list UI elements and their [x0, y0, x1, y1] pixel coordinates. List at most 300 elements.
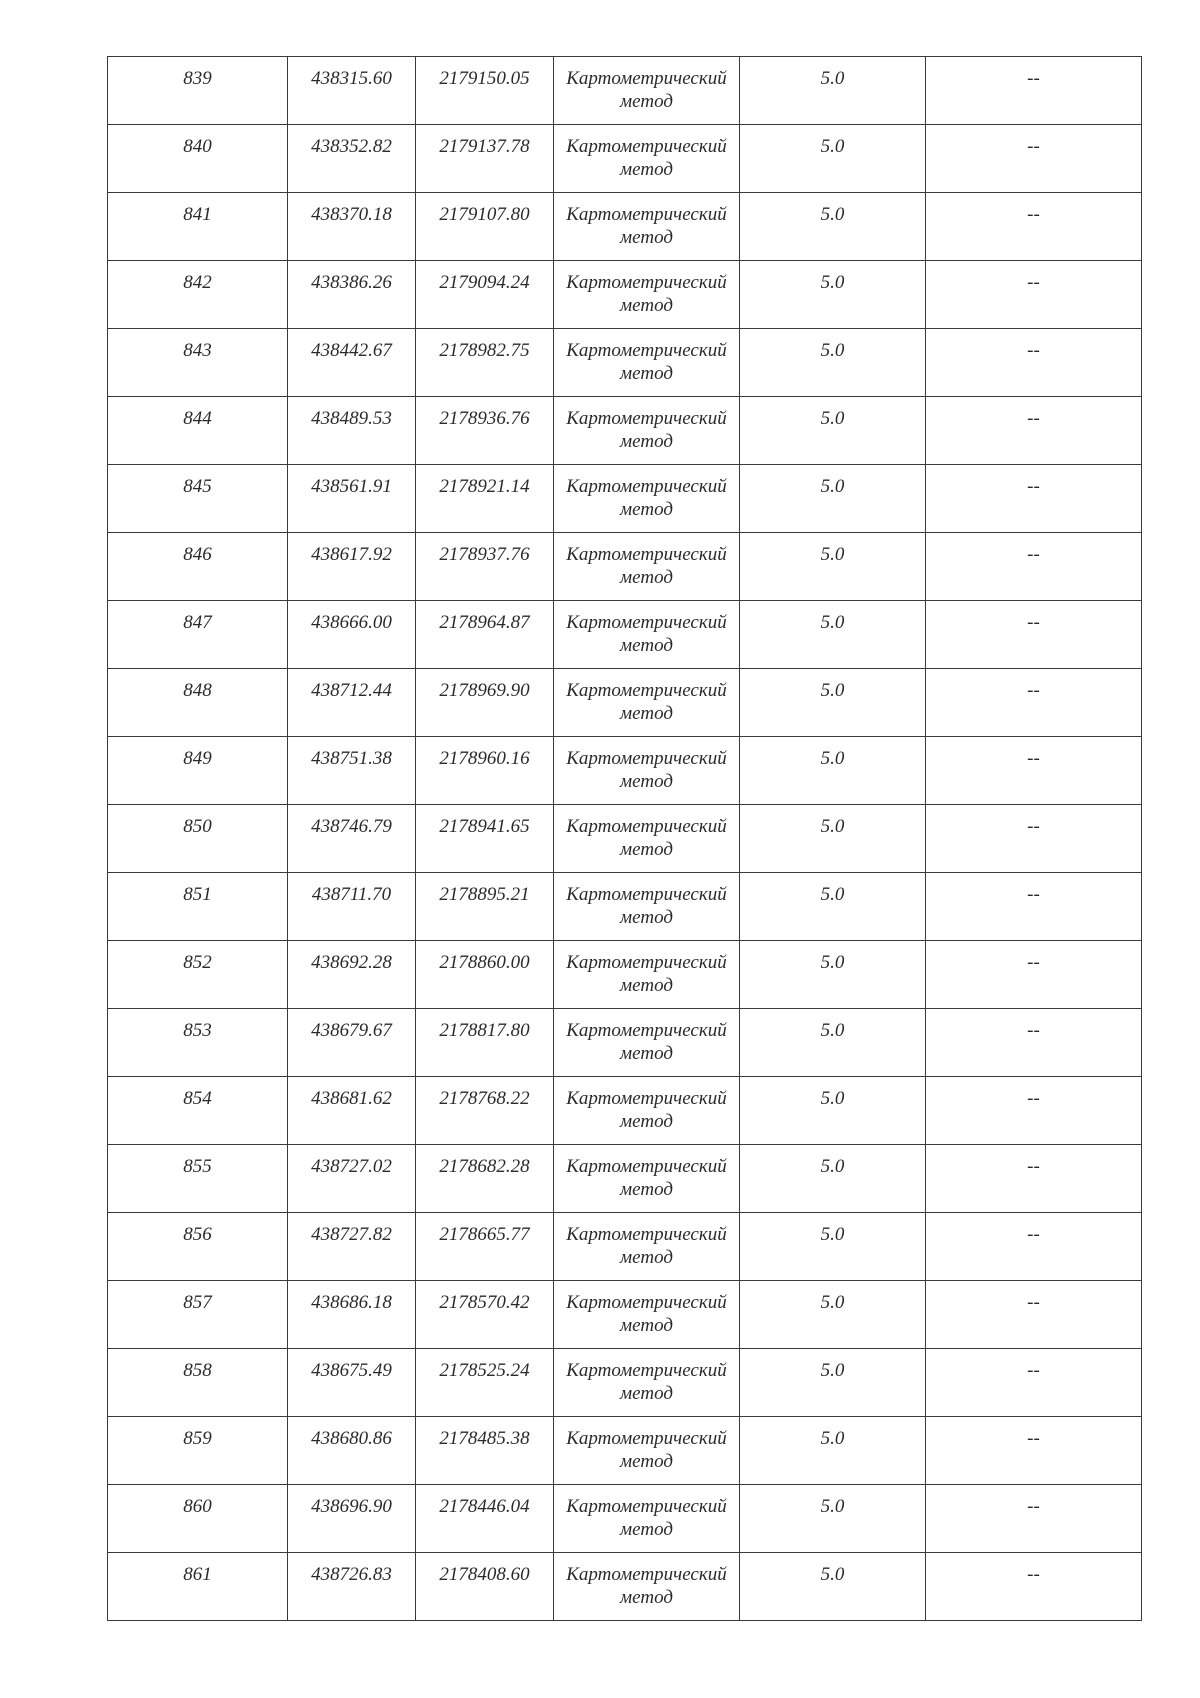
description-cell — [926, 1553, 1142, 1621]
accuracy-cell — [740, 1417, 926, 1485]
x-coordinate-cell-text: 438727.02 — [311, 1156, 392, 1177]
method-line-1: Картометрический — [566, 748, 727, 769]
x-coordinate-cell-text: 438442.67 — [311, 340, 392, 361]
x-coordinate-cell-text: 438686.18 — [311, 1292, 392, 1313]
y-coordinate-cell — [416, 1349, 554, 1417]
method-cell — [554, 1417, 740, 1485]
x-coordinate-cell-text: 438681.62 — [311, 1088, 392, 1109]
accuracy-cell — [740, 1485, 926, 1553]
description-cell — [926, 465, 1142, 533]
y-coordinate-cell — [416, 329, 554, 397]
point-number-cell — [108, 125, 288, 193]
method-cell — [554, 533, 740, 601]
point-number-cell — [108, 805, 288, 873]
method-cell — [554, 397, 740, 465]
description-cell-text: -- — [1027, 68, 1040, 89]
point-number-cell-text: 842 — [183, 272, 212, 293]
accuracy-cell — [740, 737, 926, 805]
y-coordinate-cell — [416, 261, 554, 329]
point-number-cell — [108, 1009, 288, 1077]
description-cell-text: -- — [1027, 952, 1040, 973]
y-coordinate-cell — [416, 601, 554, 669]
method-line-1: Картометрический — [566, 1020, 727, 1041]
method-line-2: метод — [620, 567, 673, 588]
y-coordinate-cell-text: 2178682.28 — [439, 1156, 530, 1177]
description-cell-text: -- — [1027, 476, 1040, 497]
y-coordinate-cell — [416, 193, 554, 261]
accuracy-cell — [740, 193, 926, 261]
method-line-1: Картометрический — [566, 476, 727, 497]
point-number-cell — [108, 193, 288, 261]
method-line-2: метод — [620, 1179, 673, 1200]
description-cell — [926, 533, 1142, 601]
description-cell — [926, 193, 1142, 261]
description-cell-text: -- — [1027, 1292, 1040, 1313]
method-line-2: метод — [620, 1587, 673, 1608]
accuracy-cell — [740, 397, 926, 465]
y-coordinate-cell — [416, 1553, 554, 1621]
y-coordinate-cell — [416, 941, 554, 1009]
description-cell — [926, 737, 1142, 805]
description-cell-text: -- — [1027, 884, 1040, 905]
method-line-2: метод — [620, 295, 673, 316]
point-number-cell — [108, 1417, 288, 1485]
accuracy-cell-text: 5.0 — [820, 612, 845, 633]
method-line-2: метод — [620, 1451, 673, 1472]
x-coordinate-cell-text: 438711.70 — [311, 884, 392, 905]
point-number-cell — [108, 57, 288, 125]
method-line-2: метод — [620, 1315, 673, 1336]
method-line-1: Картометрический — [566, 952, 727, 973]
description-cell — [926, 57, 1142, 125]
x-coordinate-cell — [288, 465, 416, 533]
method-cell — [554, 1009, 740, 1077]
accuracy-cell-text: 5.0 — [820, 476, 845, 497]
x-coordinate-cell — [288, 737, 416, 805]
y-coordinate-cell-text: 2178895.21 — [439, 884, 530, 905]
accuracy-cell — [740, 125, 926, 193]
method-line-2: метод — [620, 703, 673, 724]
table-row — [108, 1553, 1142, 1621]
accuracy-cell-text: 5.0 — [820, 408, 845, 429]
accuracy-cell — [740, 1281, 926, 1349]
method-line-2: метод — [620, 363, 673, 384]
table-row — [108, 125, 1142, 193]
x-coordinate-cell-text: 438489.53 — [311, 408, 392, 429]
accuracy-cell — [740, 941, 926, 1009]
y-coordinate-cell-text: 2178941.65 — [439, 816, 530, 837]
description-cell-text: -- — [1027, 816, 1040, 837]
method-line-1: Картометрический — [566, 1088, 727, 1109]
accuracy-cell-text: 5.0 — [820, 544, 845, 565]
method-line-2: метод — [620, 499, 673, 520]
accuracy-cell-text: 5.0 — [820, 884, 845, 905]
description-cell-text: -- — [1027, 748, 1040, 769]
accuracy-cell-text: 5.0 — [820, 1020, 845, 1041]
point-number-cell — [108, 1281, 288, 1349]
description-cell — [926, 397, 1142, 465]
coordinates-table — [107, 56, 1142, 1621]
x-coordinate-cell-text: 438727.82 — [311, 1224, 392, 1245]
description-cell-text: -- — [1027, 1564, 1040, 1585]
accuracy-cell-text: 5.0 — [820, 204, 845, 225]
y-coordinate-cell-text: 2178665.77 — [439, 1224, 530, 1245]
point-number-cell — [108, 1485, 288, 1553]
method-line-2: метод — [620, 431, 673, 452]
accuracy-cell — [740, 1077, 926, 1145]
x-coordinate-cell — [288, 193, 416, 261]
accuracy-cell — [740, 601, 926, 669]
point-number-cell-text: 852 — [183, 952, 212, 973]
point-number-cell-text: 848 — [183, 680, 212, 701]
point-number-cell — [108, 533, 288, 601]
y-coordinate-cell-text: 2178860.00 — [439, 952, 530, 973]
y-coordinate-cell-text: 2179137.78 — [439, 136, 530, 157]
y-coordinate-cell-text: 2178982.75 — [439, 340, 530, 361]
point-number-cell — [108, 941, 288, 1009]
y-coordinate-cell-text: 2178936.76 — [439, 408, 530, 429]
y-coordinate-cell-text: 2178964.87 — [439, 612, 530, 633]
x-coordinate-cell-text: 438617.92 — [311, 544, 392, 565]
y-coordinate-cell — [416, 57, 554, 125]
x-coordinate-cell — [288, 1213, 416, 1281]
method-cell — [554, 873, 740, 941]
point-number-cell-text: 860 — [183, 1496, 212, 1517]
y-coordinate-cell — [416, 533, 554, 601]
y-coordinate-cell — [416, 1281, 554, 1349]
point-number-cell-text: 844 — [183, 408, 212, 429]
accuracy-cell — [740, 1145, 926, 1213]
x-coordinate-cell-text: 438751.38 — [311, 748, 392, 769]
description-cell — [926, 261, 1142, 329]
description-cell-text: -- — [1027, 1224, 1040, 1245]
table-row — [108, 1349, 1142, 1417]
point-number-cell — [108, 261, 288, 329]
point-number-cell — [108, 873, 288, 941]
x-coordinate-cell-text: 438726.83 — [311, 1564, 392, 1585]
accuracy-cell-text: 5.0 — [820, 748, 845, 769]
x-coordinate-cell — [288, 941, 416, 1009]
point-number-cell — [108, 329, 288, 397]
description-cell — [926, 873, 1142, 941]
table-row — [108, 1145, 1142, 1213]
method-line-1: Картометрический — [566, 1156, 727, 1177]
method-cell — [554, 1077, 740, 1145]
accuracy-cell — [740, 329, 926, 397]
table-row — [108, 329, 1142, 397]
accuracy-cell-text: 5.0 — [820, 340, 845, 361]
point-number-cell — [108, 669, 288, 737]
y-coordinate-cell-text: 2179094.24 — [439, 272, 530, 293]
x-coordinate-cell-text: 438666.00 — [311, 612, 392, 633]
table-row — [108, 1281, 1142, 1349]
description-cell — [926, 1281, 1142, 1349]
accuracy-cell — [740, 873, 926, 941]
table-row — [108, 941, 1142, 1009]
y-coordinate-cell-text: 2178817.80 — [439, 1020, 530, 1041]
method-line-1: Картометрический — [566, 816, 727, 837]
y-coordinate-cell — [416, 1077, 554, 1145]
x-coordinate-cell-text: 438692.28 — [311, 952, 392, 973]
x-coordinate-cell — [288, 125, 416, 193]
method-line-1: Картометрический — [566, 408, 727, 429]
x-coordinate-cell — [288, 1077, 416, 1145]
table-row — [108, 805, 1142, 873]
x-coordinate-cell-text: 438386.26 — [311, 272, 392, 293]
coordinates-table-body — [108, 57, 1142, 1621]
table-row — [108, 397, 1142, 465]
y-coordinate-cell — [416, 1485, 554, 1553]
method-line-2: метод — [620, 1383, 673, 1404]
method-line-1: Картометрический — [566, 1496, 727, 1517]
method-line-2: метод — [620, 975, 673, 996]
description-cell — [926, 1417, 1142, 1485]
accuracy-cell — [740, 1349, 926, 1417]
point-number-cell-text: 851 — [183, 884, 212, 905]
method-line-2: метод — [620, 1247, 673, 1268]
point-number-cell-text: 845 — [183, 476, 212, 497]
method-line-2: метод — [620, 839, 673, 860]
point-number-cell-text: 854 — [183, 1088, 212, 1109]
accuracy-cell-text: 5.0 — [820, 1564, 845, 1585]
accuracy-cell — [740, 261, 926, 329]
table-row — [108, 193, 1142, 261]
x-coordinate-cell — [288, 805, 416, 873]
description-cell-text: -- — [1027, 136, 1040, 157]
method-cell — [554, 57, 740, 125]
y-coordinate-cell — [416, 397, 554, 465]
accuracy-cell — [740, 1009, 926, 1077]
point-number-cell — [108, 1349, 288, 1417]
point-number-cell-text: 861 — [183, 1564, 212, 1585]
x-coordinate-cell — [288, 1009, 416, 1077]
y-coordinate-cell — [416, 1213, 554, 1281]
y-coordinate-cell-text: 2178960.16 — [439, 748, 530, 769]
description-cell — [926, 1009, 1142, 1077]
y-coordinate-cell — [416, 125, 554, 193]
x-coordinate-cell — [288, 873, 416, 941]
method-cell — [554, 1485, 740, 1553]
x-coordinate-cell — [288, 1281, 416, 1349]
y-coordinate-cell-text: 2178969.90 — [439, 680, 530, 701]
method-line-1: Картометрический — [566, 680, 727, 701]
point-number-cell — [108, 465, 288, 533]
y-coordinate-cell — [416, 1009, 554, 1077]
method-cell — [554, 737, 740, 805]
description-cell-text: -- — [1027, 544, 1040, 565]
table-row — [108, 1417, 1142, 1485]
point-number-cell-text: 843 — [183, 340, 212, 361]
x-coordinate-cell — [288, 1553, 416, 1621]
point-number-cell-text: 840 — [183, 136, 212, 157]
accuracy-cell-text: 5.0 — [820, 1292, 845, 1313]
description-cell-text: -- — [1027, 680, 1040, 701]
description-cell-text: -- — [1027, 408, 1040, 429]
accuracy-cell-text: 5.0 — [820, 136, 845, 157]
description-cell — [926, 1349, 1142, 1417]
accuracy-cell — [740, 669, 926, 737]
accuracy-cell — [740, 1553, 926, 1621]
y-coordinate-cell-text: 2178525.24 — [439, 1360, 530, 1381]
x-coordinate-cell — [288, 329, 416, 397]
x-coordinate-cell — [288, 601, 416, 669]
x-coordinate-cell-text: 438696.90 — [311, 1496, 392, 1517]
y-coordinate-cell-text: 2178921.14 — [439, 476, 530, 497]
method-line-1: Картометрический — [566, 340, 727, 361]
method-line-2: метод — [620, 1043, 673, 1064]
point-number-cell-text: 855 — [183, 1156, 212, 1177]
method-line-2: метод — [620, 907, 673, 928]
point-number-cell-text: 846 — [183, 544, 212, 565]
table-row — [108, 533, 1142, 601]
y-coordinate-cell-text: 2179107.80 — [439, 204, 530, 225]
table-row — [108, 465, 1142, 533]
method-line-2: метод — [620, 91, 673, 112]
y-coordinate-cell — [416, 805, 554, 873]
point-number-cell — [108, 1553, 288, 1621]
point-number-cell-text: 839 — [183, 68, 212, 89]
method-line-1: Картометрический — [566, 884, 727, 905]
description-cell-text: -- — [1027, 612, 1040, 633]
point-number-cell — [108, 1077, 288, 1145]
accuracy-cell — [740, 57, 926, 125]
method-line-1: Картометрический — [566, 68, 727, 89]
method-line-2: метод — [620, 635, 673, 656]
y-coordinate-cell-text: 2178485.38 — [439, 1428, 530, 1449]
accuracy-cell-text: 5.0 — [820, 1156, 845, 1177]
description-cell — [926, 1077, 1142, 1145]
x-coordinate-cell — [288, 1417, 416, 1485]
accuracy-cell — [740, 805, 926, 873]
method-cell — [554, 601, 740, 669]
x-coordinate-cell-text: 438561.91 — [311, 476, 392, 497]
point-number-cell — [108, 397, 288, 465]
y-coordinate-cell — [416, 669, 554, 737]
accuracy-cell-text: 5.0 — [820, 1428, 845, 1449]
point-number-cell-text: 857 — [183, 1292, 212, 1313]
description-cell — [926, 941, 1142, 1009]
method-line-2: метод — [620, 227, 673, 248]
method-line-1: Картометрический — [566, 272, 727, 293]
description-cell — [926, 669, 1142, 737]
table-row — [108, 57, 1142, 125]
method-cell — [554, 329, 740, 397]
method-line-1: Картометрический — [566, 544, 727, 565]
y-coordinate-cell — [416, 1145, 554, 1213]
y-coordinate-cell-text: 2178937.76 — [439, 544, 530, 565]
description-cell-text: -- — [1027, 204, 1040, 225]
x-coordinate-cell-text: 438370.18 — [311, 204, 392, 225]
table-row — [108, 1009, 1142, 1077]
method-cell — [554, 669, 740, 737]
method-line-2: метод — [620, 771, 673, 792]
point-number-cell-text: 841 — [183, 204, 212, 225]
table-row — [108, 737, 1142, 805]
accuracy-cell — [740, 533, 926, 601]
accuracy-cell-text: 5.0 — [820, 1496, 845, 1517]
point-number-cell — [108, 601, 288, 669]
description-cell-text: -- — [1027, 1088, 1040, 1109]
y-coordinate-cell — [416, 1417, 554, 1485]
point-number-cell — [108, 1145, 288, 1213]
description-cell — [926, 1145, 1142, 1213]
method-line-1: Картометрический — [566, 1224, 727, 1245]
x-coordinate-cell — [288, 1145, 416, 1213]
x-coordinate-cell — [288, 57, 416, 125]
y-coordinate-cell — [416, 873, 554, 941]
y-coordinate-cell-text: 2178446.04 — [439, 1496, 530, 1517]
description-cell — [926, 125, 1142, 193]
point-number-cell-text: 859 — [183, 1428, 212, 1449]
accuracy-cell-text: 5.0 — [820, 1224, 845, 1245]
method-line-1: Картометрический — [566, 1564, 727, 1585]
method-cell — [554, 1145, 740, 1213]
method-cell — [554, 125, 740, 193]
method-cell — [554, 193, 740, 261]
description-cell-text: -- — [1027, 272, 1040, 293]
y-coordinate-cell-text: 2179150.05 — [439, 68, 530, 89]
method-line-1: Картометрический — [566, 612, 727, 633]
x-coordinate-cell — [288, 1349, 416, 1417]
method-line-1: Картометрический — [566, 1360, 727, 1381]
accuracy-cell-text: 5.0 — [820, 272, 845, 293]
x-coordinate-cell-text: 438352.82 — [311, 136, 392, 157]
table-row — [108, 601, 1142, 669]
description-cell — [926, 329, 1142, 397]
accuracy-cell-text: 5.0 — [820, 1360, 845, 1381]
table-row — [108, 1077, 1142, 1145]
description-cell-text: -- — [1027, 340, 1040, 361]
point-number-cell — [108, 1213, 288, 1281]
description-cell — [926, 805, 1142, 873]
x-coordinate-cell — [288, 669, 416, 737]
table-row — [108, 1485, 1142, 1553]
description-cell — [926, 601, 1142, 669]
x-coordinate-cell-text: 438746.79 — [311, 816, 392, 837]
accuracy-cell — [740, 1213, 926, 1281]
method-cell — [554, 805, 740, 873]
point-number-cell-text: 856 — [183, 1224, 212, 1245]
method-line-2: метод — [620, 1519, 673, 1540]
description-cell-text: -- — [1027, 1156, 1040, 1177]
x-coordinate-cell — [288, 261, 416, 329]
table-row — [108, 873, 1142, 941]
accuracy-cell-text: 5.0 — [820, 1088, 845, 1109]
method-cell — [554, 1213, 740, 1281]
description-cell-text: -- — [1027, 1428, 1040, 1449]
y-coordinate-cell-text: 2178408.60 — [439, 1564, 530, 1585]
description-cell-text: -- — [1027, 1020, 1040, 1041]
method-line-2: метод — [620, 1111, 673, 1132]
description-cell — [926, 1213, 1142, 1281]
method-cell — [554, 1281, 740, 1349]
method-line-1: Картометрический — [566, 136, 727, 157]
method-cell — [554, 465, 740, 533]
method-cell — [554, 1349, 740, 1417]
x-coordinate-cell-text: 438315.60 — [311, 68, 392, 89]
accuracy-cell-text: 5.0 — [820, 952, 845, 973]
accuracy-cell — [740, 465, 926, 533]
method-cell — [554, 261, 740, 329]
method-cell — [554, 1553, 740, 1621]
point-number-cell-text: 850 — [183, 816, 212, 837]
x-coordinate-cell-text: 438712.44 — [311, 680, 392, 701]
table-row — [108, 669, 1142, 737]
y-coordinate-cell — [416, 465, 554, 533]
point-number-cell-text: 858 — [183, 1360, 212, 1381]
point-number-cell-text: 847 — [183, 612, 212, 633]
x-coordinate-cell-text: 438679.67 — [311, 1020, 392, 1041]
